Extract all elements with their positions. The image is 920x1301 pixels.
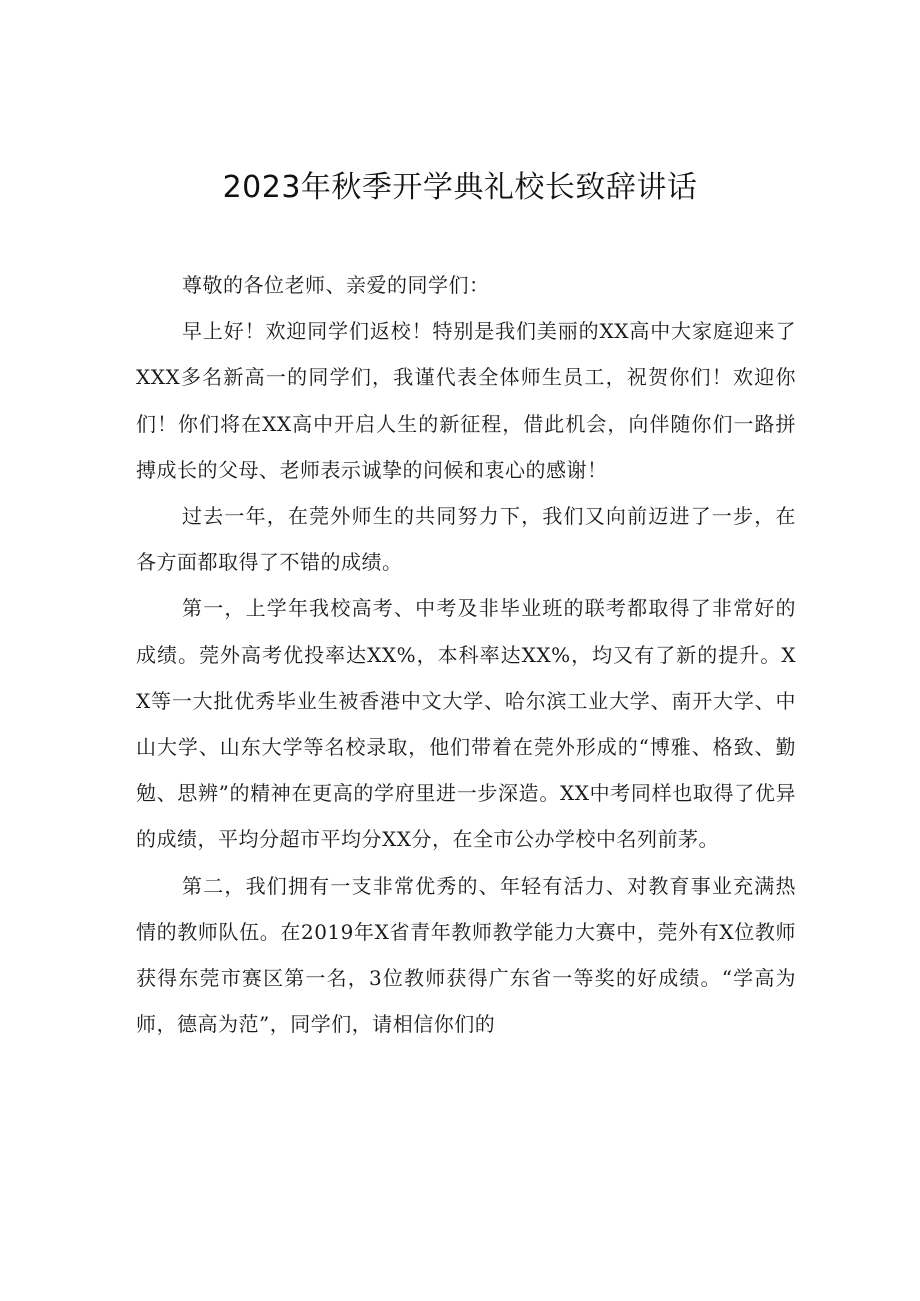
document-body: [136, 262, 796, 1047]
achievement-exams-paragraph: 第一，上学年我校高考、中考及非毕业班的联考都取得了非常好的成绩。莞外高考优投率达XX%，本科率达XX%，均又有了新的提升。XX等一大批优秀毕业生被香港中文大学、哈尔滨工业大学、南开大学、中山大学、山东大学等名校录取，他们带着在莞外形成的“博雅、格致、勤勉、思辨”的精神在更高的学府里进一步深造。XX中考同样也取得了优异的成绩，平均分超市平均分XX分，在全市公办学校中名列前茅。: [136, 596, 796, 852]
greeting-paragraph: 早上好！欢迎同学们返校！特别是我们美丽的XX高中大家庭迎来了XXX多名新高一的同学们，我谨代表全体师生员工，祝贺你们！欢迎你们！你们将在XX高中开启人生的新征程，借此机会，向伴随你们一路拼搏成长的父母、老师表示诚挚的问候和衷心的感谢！: [136, 319, 796, 482]
review-paragraph: 过去一年，在莞外师生的共同努力下，我们又向前迈进了一步，在各方面都取得了不错的成绩。: [136, 504, 796, 575]
document-title: 2023年秋季开学典礼校长致辞讲话: [222, 170, 698, 205]
salutation-paragraph: 尊敬的各位老师、亲爱的同学们：: [182, 273, 490, 297]
achievement-teachers-paragraph: 第二，我们拥有一支非常优秀的、年轻有活力、对教育事业充满热情的教师队伍。在2019年X省青年教师教学能力大赛中，莞外有X位教师获得东莞市赛区第一名，3位教师获得广东省一等奖的好成绩。“学高为师，德高为范”，同学们，请相信你们的: [136, 873, 796, 1037]
